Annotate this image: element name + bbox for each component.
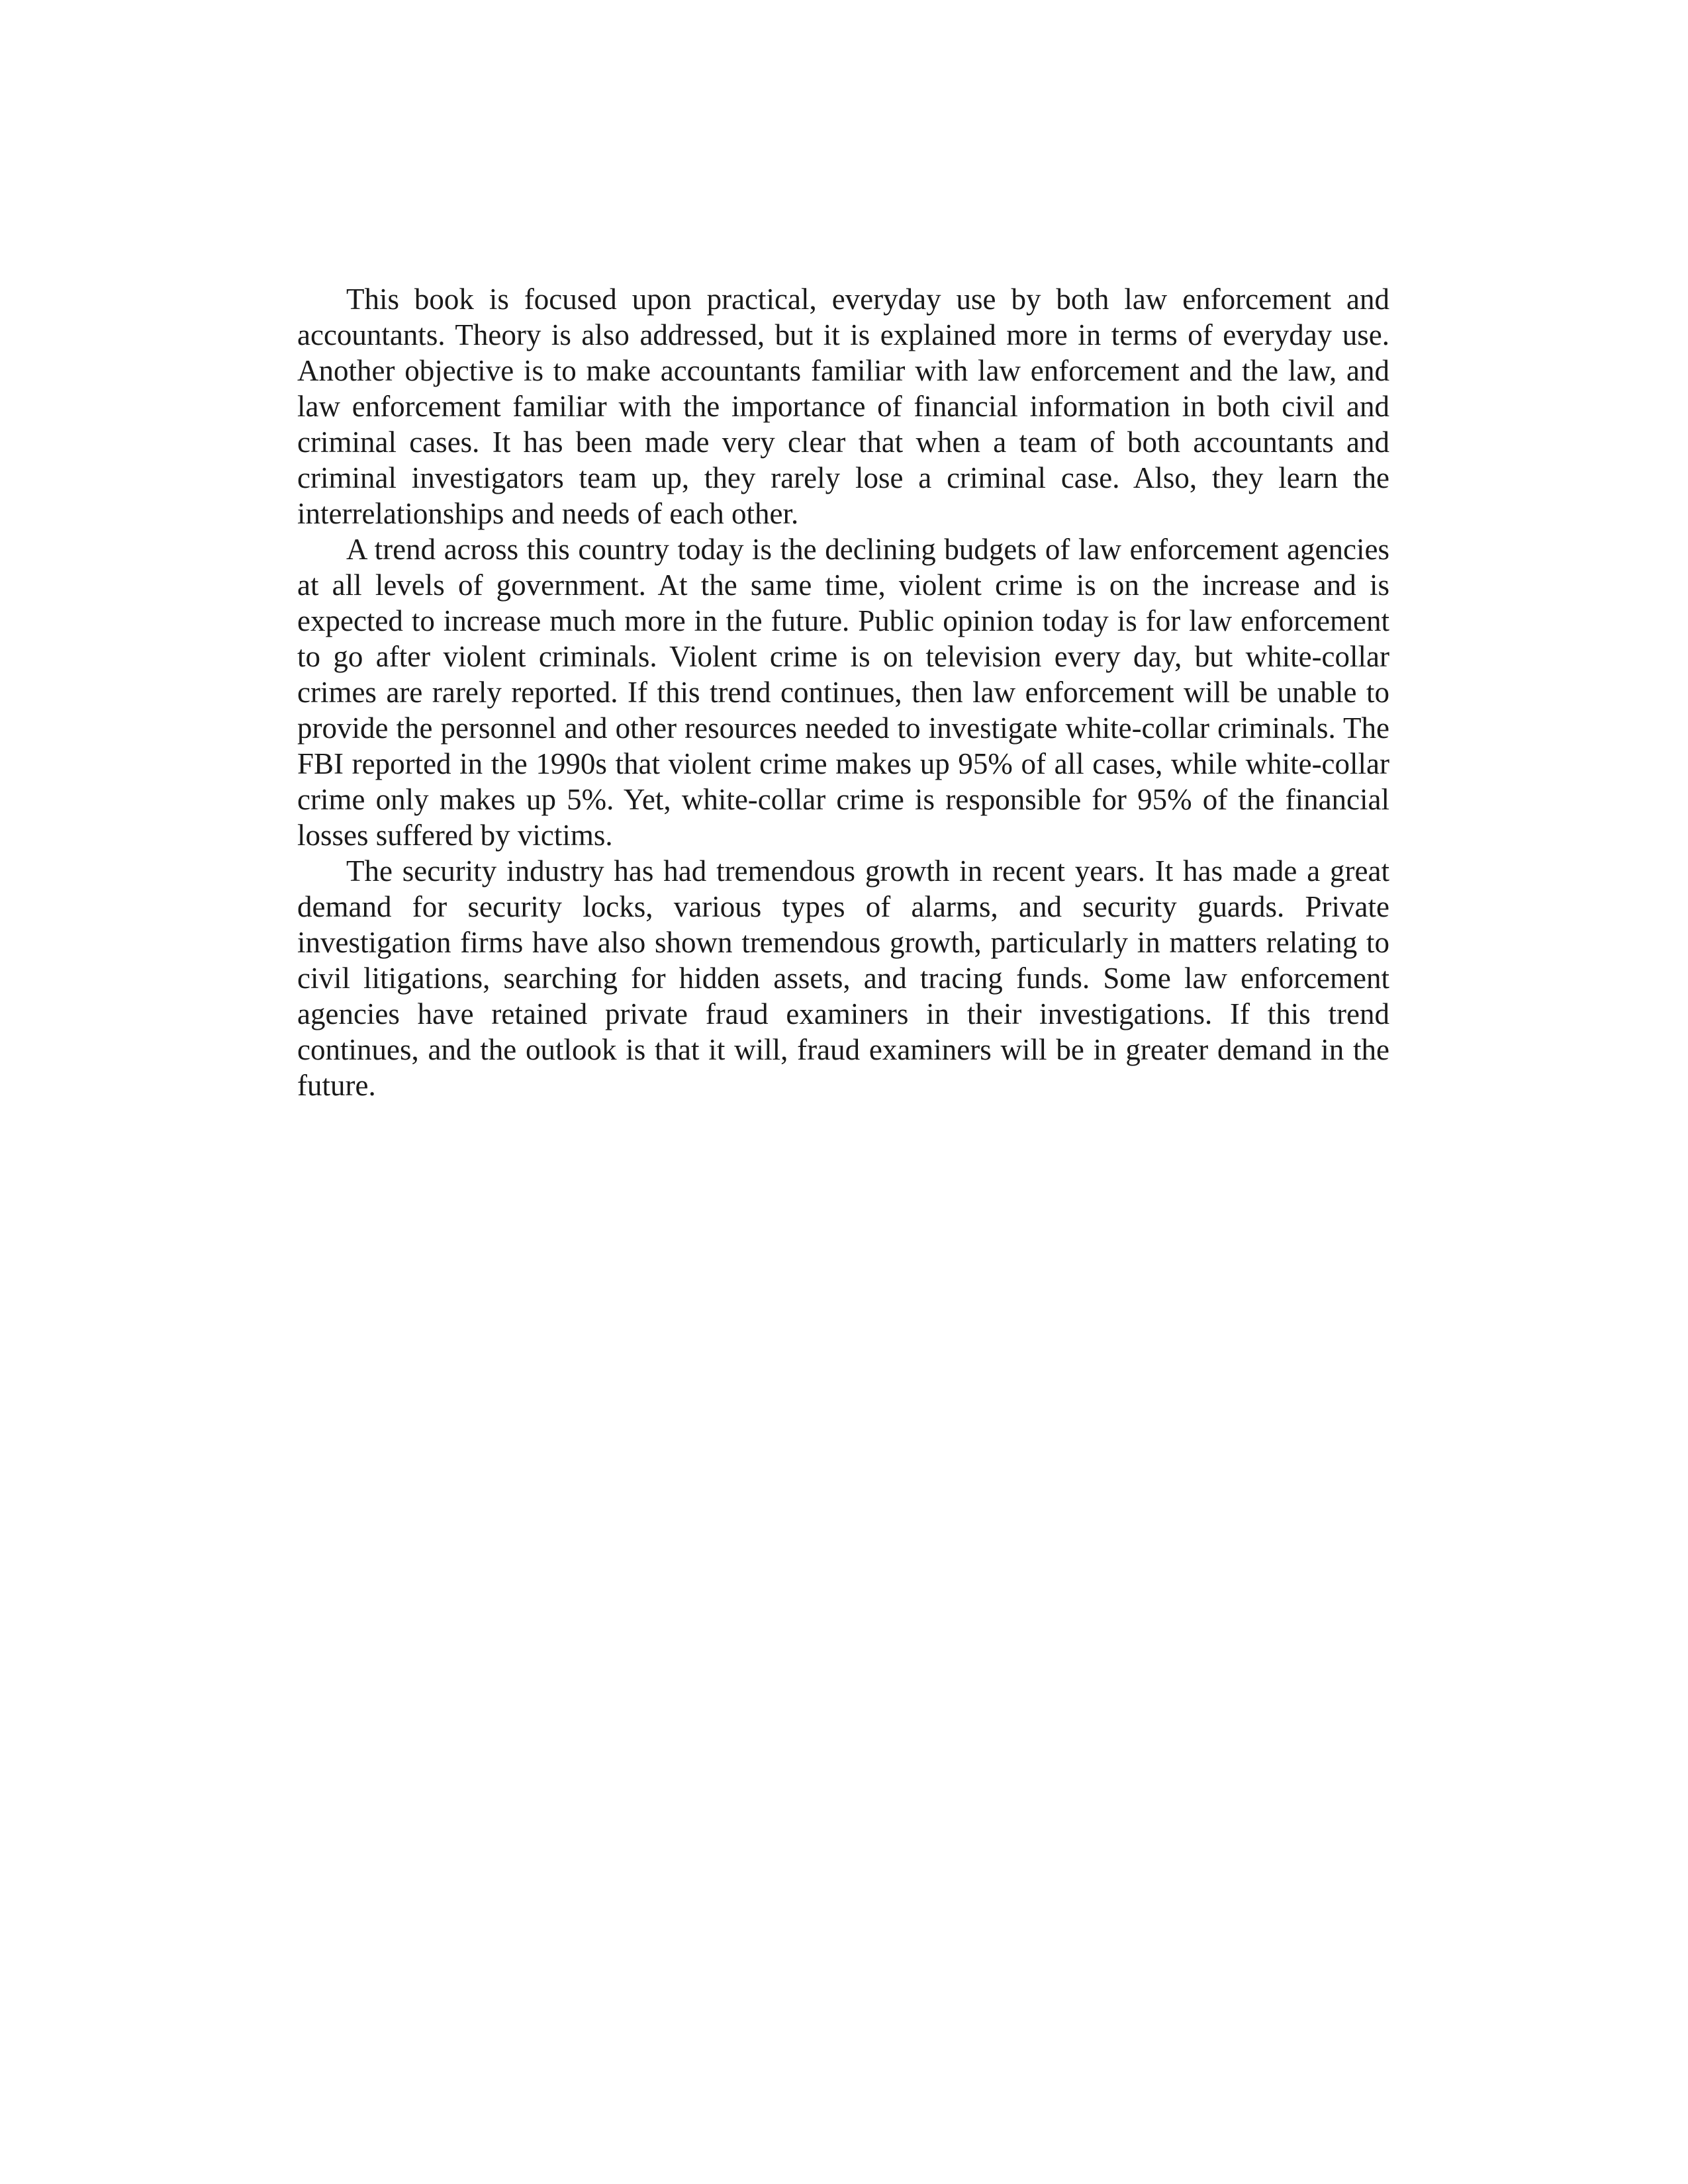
paragraph-3: The security industry has had tremendous growth in recent years. It has made a great demand for security locks, various types of alarms, and security guards. Private investigation firms have also shown tremendous growth, particularly in matters relating to civil litigations, searching for hidden assets, and tracing funds. Some law enforcement agencies have retained private fraud examiners in their investigations. If this trend continues, and the outlook is that it will, fraud examiners will be in greater demand in the future. [297,854,1389,1102]
paragraph-1: This book is focused upon practical, everyday use by both law enforcement and accountants. Theory is also addressed, but it is explained more in terms of everyday use. Another objective is to make accountants familiar with law enforcement and the law, and law enforcement familiar with the importance of financial information in both civil and criminal cases. It has been made very clear that when a team of both accountants and criminal investigators team up, they rarely lose a criminal case. Also, they learn the interrelationships and needs of each other. [297,283,1389,530]
paragraph-2: A trend across this country today is the declining budgets of law enforcement agencies at all levels of government. At the same time, violent crime is on the increase and is expected to increase much more in the future. Public opinion today is for law enforcement to go after violent criminals. Violent crime is on television every day, but white-collar crimes are rarely reported. If this trend continues, then law enforcement will be unable to provide the personnel and other resources needed to investigate white-collar criminals. The FBI reported in the 1990s that violent crime makes up 95% of all cases, while white-collar crime only makes up 5%. Yet, white-collar crime is responsible for 95% of the financial losses suffered by victims. [297,533,1389,852]
body-text [297,281,1389,1103]
